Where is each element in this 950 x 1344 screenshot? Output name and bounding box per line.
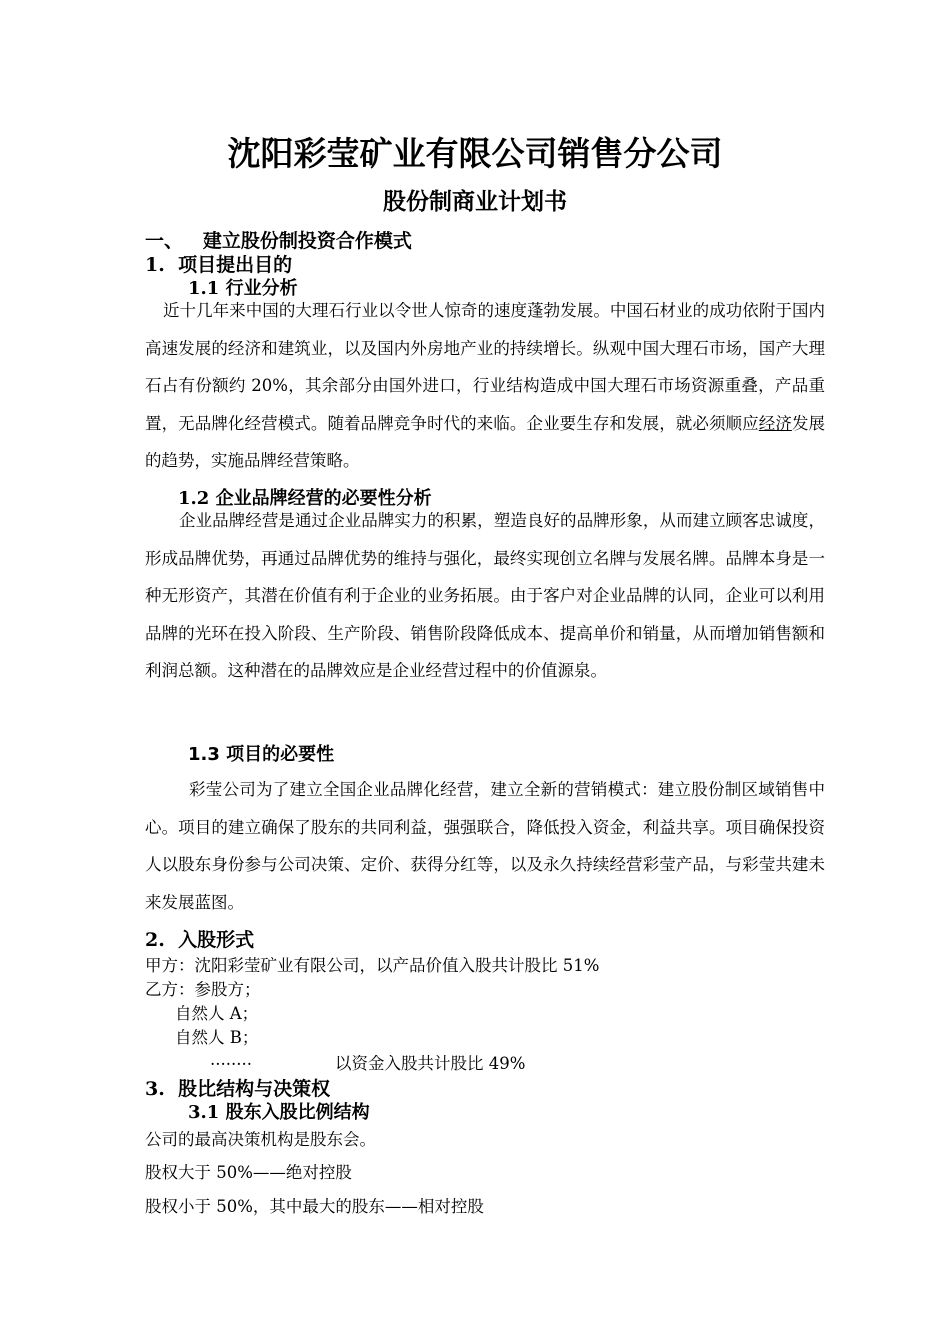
person-b-line: 自然人 B； [175,1028,259,1047]
party-a-line: 甲方：沈阳彩莹矿业有限公司，以产品价值入股共计股比 51% [145,956,600,975]
heading-3: 3. 股比结构与决策权 [145,1078,331,1100]
heading-1-2: 1.2 企业品牌经营的必要性分析 [178,488,432,509]
party-b-line: 乙方：参股方； [145,980,261,999]
paragraph-1-2: 企业品牌经营是通过企业品牌实力的积累，塑造良好的品牌形象，从而建立顾客忠诚度，形成品牌优势，再通过品牌优势的维持与强化，最终实现创立名牌与发展名牌。品牌本身是一种无形资产，其潜在价值有利于企业的业务拓展。由于客户对企业品牌的认同，企业可以利用品牌的光环在投入阶段、生产阶段、销售阶段降低成本、提高单价和销量，从而增加销售额和利润总额。这种潜在的品牌效应是企业经营过程中的价值源泉。 [145,511,825,680]
paragraph-1-3: 彩莹公司为了建立全国企业品牌化经营，建立全新的营销模式：建立股份制区域销售中心。项目的建立确保了股东的共同利益，强强联合，降低投入资金，利益共享。项目确保投资人以股东身份参与公司决策、定价、获得分红等，以及永久持续经营彩莹产品，与彩莹共建未来发展蓝图。 [145,780,825,912]
capital-share-line: 以资金入股共计股比 49% [335,1054,526,1073]
heading-1-3-text: 项目的必要性 [219,744,335,765]
heading-3-1: 3.1 股东入股比例结构 [188,1102,370,1123]
heading-1-3 [188,740,334,766]
heading-2: 2. 入股形式 [145,929,255,951]
document-subtitle: 股份制商业计划书 [383,188,567,215]
section-heading-one: 一、 建立股份制投资合作模式 [145,230,412,252]
absolute-control-line: 股权大于 50%——绝对控股 [145,1163,352,1182]
heading-1-3-number: 1.3 [188,744,220,765]
ellipsis-dots: ........ [210,1050,252,1069]
paragraph-1-1-tail: 发展的趋势，实施品牌经营策略。 [145,413,826,470]
person-a-line: 自然人 A； [175,1004,259,1023]
relative-control-line: 股权小于 50%，其中最大的股东——相对控股 [145,1197,484,1216]
document-title: 沈阳彩莹矿业有限公司销售分公司 [227,134,723,173]
heading-1: 1. 项目提出目的 [145,254,293,276]
economy-link: 经济 [758,413,792,433]
paragraph-1-1 [145,292,825,480]
heading-1-1: 1.1 行业分析 [188,278,298,299]
decision-body-line: 公司的最高决策机构是股东会。 [145,1130,376,1149]
paragraph-1-1-text: 近十几年来中国的大理石行业以令世人惊奇的速度蓬勃发展。中国石材业的成功依附于国内高速发展的经济和建筑业，以及国内外房地产业的持续增长。纵观中国大理石市场，国产大理石占有份额约 20%，其余部分由国外进口，行业结构造成中国大理石市场资源重叠，产品重置，无品牌化经营模式。随着品牌竞争时代的来临。企业要生存和发展，就必须顺应 [145,301,825,433]
